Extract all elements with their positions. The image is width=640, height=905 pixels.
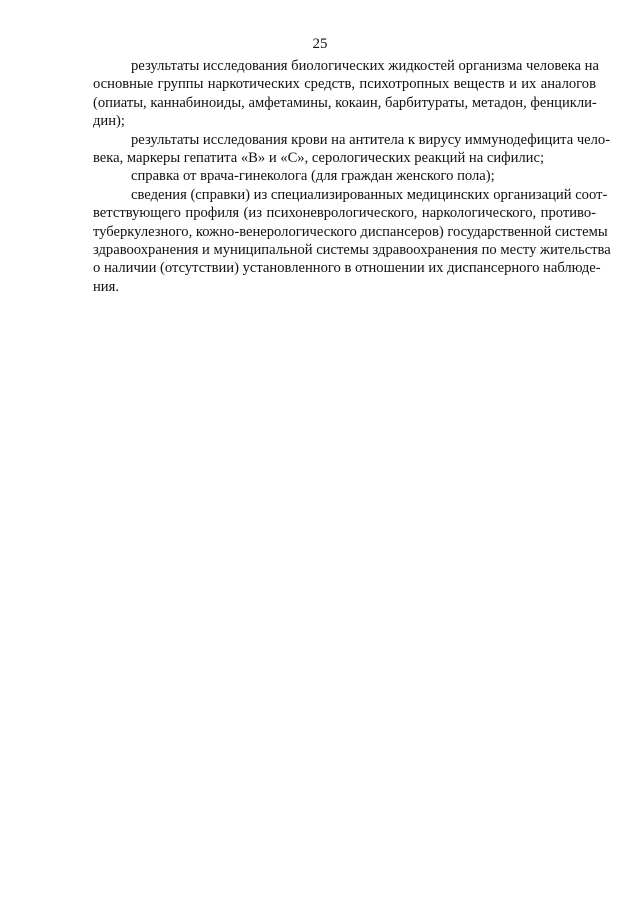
text-line: результаты исследования биологических жидкостей организма человека на	[131, 58, 599, 74]
text-line: туберкулезного, кожно-венерологического диспансеров) государственной системы	[93, 223, 608, 240]
page-number: 25	[312, 36, 328, 52]
text-line: справка от врача-гинеколога (для граждан женского пола);	[131, 168, 495, 185]
text-line: сведения (справки) из специализированных медицинских организаций соот-	[131, 186, 608, 203]
text-line: о наличии (отсутствии) установленного в отношении их диспансерного наблюде-	[93, 260, 601, 277]
text-line: ния.	[93, 278, 119, 295]
document-body	[93, 57, 611, 296]
paragraph-drug-test	[93, 57, 599, 131]
paragraph-blood-test	[93, 131, 611, 168]
text-line: ветствующего профиля (из психоневрологического, наркологического, противо-	[93, 205, 596, 222]
text-line: (опиаты, каннабиноиды, амфетамины, кокаин, барбитураты, метадон, фенцикли-	[93, 94, 597, 111]
text-line: основные группы наркотических средств, психотропных веществ и их аналогов	[93, 76, 596, 93]
text-line: результаты исследования крови на антитела к вирусу иммунодефицита чело-	[131, 131, 611, 148]
paragraph-dispensary-info	[93, 186, 611, 296]
text-line: века, маркеры гепатита «В» и «С», серологических реакций на сифилис;	[93, 150, 545, 167]
text-line: дин);	[93, 113, 125, 130]
text-line: здравоохранения и муниципальной системы здравоохранения по месту жительства	[93, 242, 611, 259]
paragraph-gynecologist	[93, 167, 596, 185]
